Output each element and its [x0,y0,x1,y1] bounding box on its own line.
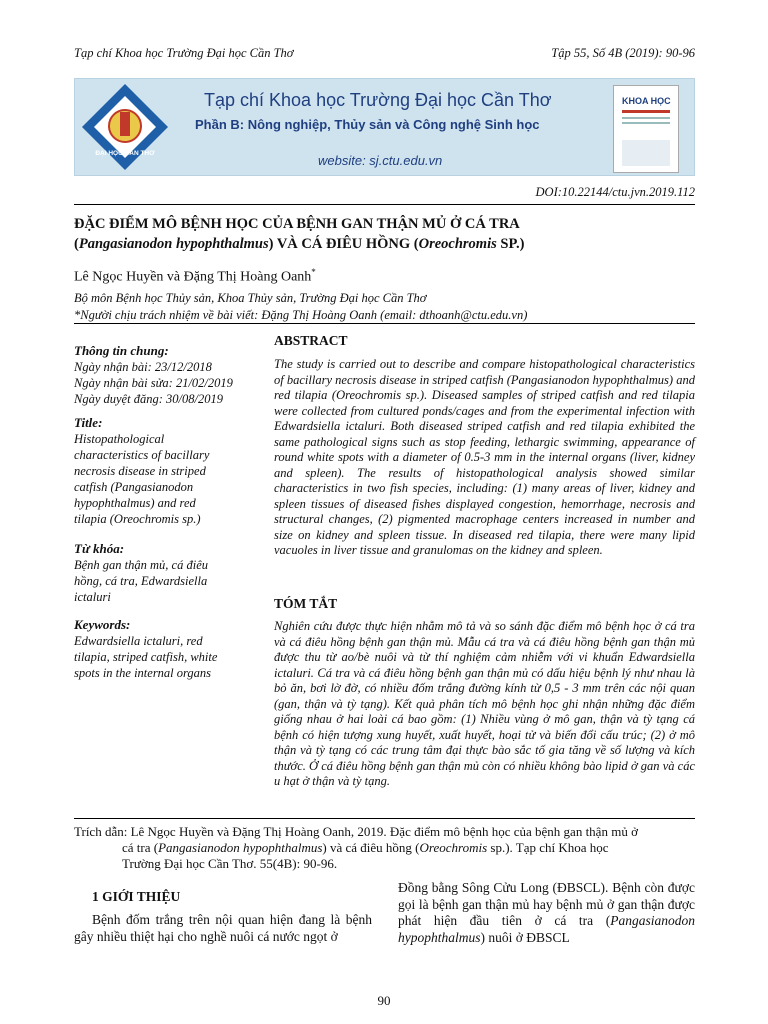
running-head-journal: Tạp chí Khoa học Trường Đại học Cần Thơ [74,46,294,60]
info-label: Thông tin chung: [74,343,169,358]
tukhoa-line: ictaluri [74,590,111,604]
english-title-line: tilapia (Oreochromis sp.) [74,512,201,526]
date-received: Ngày nhận bài: 23/12/2018 [74,360,212,374]
journal-cover-thumbnail [613,85,679,173]
date-accepted: Ngày duyệt đăng: 30/08/2019 [74,392,223,406]
page-number: 90 [377,993,391,1008]
date-revised: Ngày nhận bài sửa: 21/02/2019 [74,376,233,390]
tukhoa-line: hồng, cá tra, Edwardsiella [74,574,208,588]
doi[interactable]: DOI:10.22144/ctu.jvn.2019.112 [535,185,695,199]
tukhoa-line: Bệnh gan thận mủ, cá điêu [74,558,209,572]
divider [74,323,695,324]
tukhoa-label: Từ khóa: [74,541,125,556]
english-title-line: necrosis disease in striped [74,464,206,478]
keywords-label: Keywords: [74,617,131,632]
keywords-line: spots in the internal organs [74,666,212,680]
keywords-block [74,617,264,681]
university-logo-icon [80,82,170,172]
intro-left-text: Bệnh đốm trắng trên nội quan hiện đang là bệnh gây nhiều thiệt hại cho nghề nuôi cá nước ngọt ở [74,912,372,944]
logo-text: ĐẠI HỌC CẦN THƠ [95,150,155,157]
cover-label: KHOA HỌC [622,96,671,106]
banner-subtitle: Phần B: Nông nghiệp, Thủy sản và Công nghệ Sinh học [195,117,540,132]
tomtat-text: Nghiên cứu được thực hiện nhằm mô tả và so sánh đặc điểm mô bệnh học ở cá tra và cá điêu hồng bệnh gan thận mủ. Mẫu cá tra và cá điêu hồng bệnh gan thận mủ được thu từ ao/bè nuôi và từ thí nghiệm cảm nhiễm với vi khuẩn Edwardsiella ictaluri. Cá tra và cá điêu hồng bệnh gan thận mủ có dấu hiệu bệnh lý như nhau là bỏ ăn, bơi lờ đờ, có nhiều đốm trắng đường kính từ 0,5 - 3 mm trên các nội quan (gan, thận và tỳ tạng). Kết quả phân tích mô bệnh học ghi nhận những đặc điểm giống nhau ở hai loài cá bao gồm: (1) Nhiều vùng ở mô gan, thận và tỳ tạng cá bệnh có hiện tượng xung huyết, xuất huyết, hoại tử và biến đổi cấu trúc; (2) ở mô thận và tỳ tạng có các trung tâm đại thực bào sắc tố gia tăng về số lượng và kích thước. Ở cá điêu hồng bệnh gan thận mủ còn có nhiều không bào lipid ở gan và các u hạt ở thận và tỳ tạng. [274,619,695,788]
affiliation: Bộ môn Bệnh học Thủy sản, Khoa Thủy sản, Trường Đại học Cần Thơ [74,291,427,305]
citation: Trích dẫn: Lê Ngọc Huyền và Đặng Thị Hoàng Oanh, 2019. Đặc điểm mô bệnh học của bệnh gan thận mủ ở cá tra (Pangasianodon hypophthalmus) và cá điêu hồng (Oreochromis sp.). Tạp chí Khoa học Trường Đại học Cần Thơ. 55(4B): 90-96. [74,824,638,871]
divider [74,204,695,205]
paper-title-line2: (Pangasianodon hypophthalmus) VÀ CÁ ĐIÊU HỒNG (Oreochromis SP.) [74,236,525,252]
english-title-line: hypophthalmus) and red [74,496,196,510]
corresponding-author: *Người chịu trách nhiệm về bài viết: Đặng Thị Hoàng Oanh (email: dthoanh@ctu.edu.vn) [74,308,528,322]
article-info [74,343,264,407]
abstract-heading: ABSTRACT [274,333,348,348]
title-label: Title: [74,415,103,430]
banner-title: Tạp chí Khoa học Trường Đại học Cần Thơ [204,90,552,110]
english-title-line: catfish (Pangasianodon [74,480,194,494]
keywords-line: tilapia, striped catfish, white [74,650,218,664]
abstract-text: The study is carried out to describe and compare histopathological characteristics of bacillary necrosis disease in striped catfish (Pangasianodon hypophthalmus) and red tilapia (Oreochromis sp.). Diseased samples of striped catfish and red tilapia were collected from cultured ponds/cages and from the experimental infection with Edwardsiella ictaluri. Both diseased striped catfish and red tilapia exhibited the same pathological signs such as stop feeding, lethargic swimming, appearance of round white spots with a diameter of 0.5-3 mm in the internal organs (liver, kidney and spleen). The results of histopathological analysis showed similar characteristics in two fish species, including: (1) many areas of liver, kidney and spleen tissues of diseased fishes displayed congestion, hemorrhage, necrosis and structural changes, (2) pigmented macrophage centers increased in number and size on kidney and spleen tissue. In diseased red tilapia, there were many lipid vacuoles in liver tissue and granulomas on the kidney and spleen. [274,357,695,557]
running-head-volume: Tập 55, Số 4B (2019): 90-96 [551,46,695,60]
banner-website[interactable]: website: sj.ctu.edu.vn [318,153,443,168]
authors: Lê Ngọc Huyền và Đặng Thị Hoàng Oanh* [74,267,316,285]
section-heading: 1 GIỚI THIỆU [92,889,181,904]
tomtat-heading: TÓM TẮT [274,596,338,611]
intro-right-text: Đồng bằng Sông Cửu Long (ĐBSCL). Bệnh còn được gọi là bệnh gan thận mủ hay bệnh mủ ở gan thận được phát hiện đầu tiên ở cá tra (Pangasianodon hypophthalmus) nuôi ở ĐBSCL [398,880,695,945]
divider [74,818,695,819]
vietnamese-keywords-block [74,541,264,605]
keywords-line: Edwardsiella ictaluri, red [74,634,203,648]
english-title-line: characteristics of bacillary [74,448,210,462]
english-title-line: Histopathological [74,432,165,446]
english-title-block [74,415,264,527]
paper-title-line1: ĐẶC ĐIỂM MÔ BỆNH HỌC CỦA BỆNH GAN THẬN MỦ Ở CÁ TRA [74,216,520,232]
